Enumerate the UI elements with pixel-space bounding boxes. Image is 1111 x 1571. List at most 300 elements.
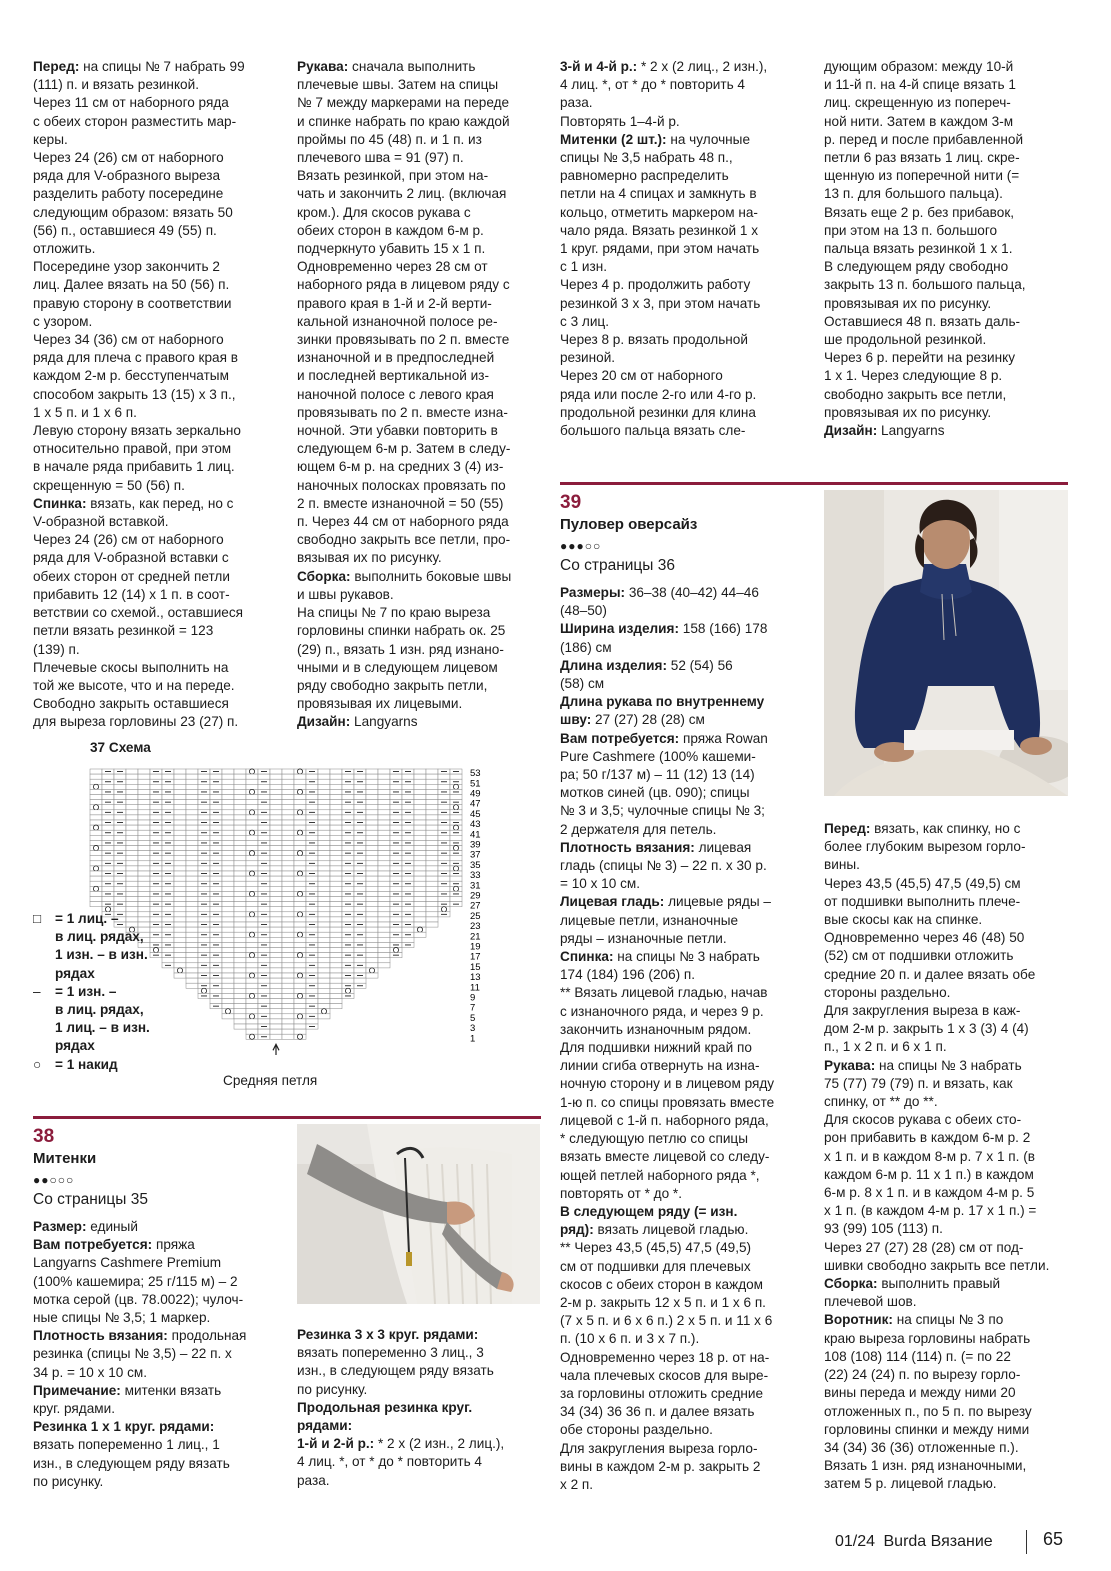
chart-cell xyxy=(282,968,294,973)
chart-cell xyxy=(282,810,294,815)
footer-divider xyxy=(1026,1530,1027,1554)
chart-cell xyxy=(174,810,186,815)
chart-cell xyxy=(294,973,306,978)
chart-cell xyxy=(150,907,162,912)
term-text: ряду свободно закрыть петли, xyxy=(297,677,488,693)
row-number-label: 5 xyxy=(470,1012,476,1024)
term-label: Примечание: xyxy=(33,1382,121,1398)
chart-cell xyxy=(150,897,162,902)
chart-cell xyxy=(330,815,342,820)
chart-cell xyxy=(174,917,186,922)
term-text: отложить. xyxy=(33,241,96,257)
chart-cell xyxy=(318,917,330,922)
term-text: 27 (27) 28 (28) см xyxy=(591,712,705,728)
chart-cell xyxy=(174,968,186,973)
chart-cell xyxy=(186,820,198,825)
chart-cell xyxy=(342,958,354,963)
chart-cell xyxy=(234,927,246,932)
chart-cell xyxy=(234,774,246,779)
chart-cell xyxy=(126,830,138,835)
row-number-label: 9 xyxy=(470,992,476,1004)
text-line xyxy=(824,1293,1074,1311)
chart-cell xyxy=(174,830,186,835)
chart-cell xyxy=(330,886,342,891)
chart-cell xyxy=(414,795,426,800)
term-text: * 2 х (2 изн., 2 лиц.), xyxy=(374,1436,505,1452)
term-text: 108 (108) 114 (114) п. (= по 22 xyxy=(824,1348,1011,1364)
chart-cell xyxy=(246,810,258,815)
chart-cell xyxy=(366,789,378,794)
chart-cell xyxy=(126,856,138,861)
chart-cell xyxy=(138,789,150,794)
term-text: вые скосы как на спинке. xyxy=(824,912,983,928)
chart-cell xyxy=(246,820,258,825)
chart-cell xyxy=(438,805,450,810)
term-text: по рисунку. xyxy=(297,1381,368,1397)
chart-cell xyxy=(414,876,426,881)
chart-cell xyxy=(438,886,450,891)
column-1-front-back xyxy=(33,58,283,732)
chart-cell xyxy=(222,958,234,963)
chart-cell xyxy=(234,886,246,891)
chart-cell xyxy=(366,774,378,779)
chart-cell xyxy=(306,917,318,922)
chart-cell xyxy=(246,1004,258,1009)
chart-cell xyxy=(378,769,390,774)
term-text: вязать, как спинку, но с xyxy=(870,821,1021,836)
chart-cell xyxy=(198,866,210,871)
term-text: выполнить правый xyxy=(877,1276,1001,1292)
term-text: 34 (34) 36 (36) отложенные п.). xyxy=(824,1439,1019,1455)
term-label: Рукава: xyxy=(824,1057,876,1073)
chart-cell xyxy=(354,978,366,983)
chart-cell xyxy=(126,825,138,830)
chart-cell xyxy=(354,866,366,871)
chart-cell xyxy=(234,993,246,998)
chart-cell xyxy=(162,805,174,810)
term-text: на спицы № 7 набрать 99 xyxy=(79,59,245,74)
chart-cell xyxy=(174,779,186,784)
chart-cell xyxy=(222,820,234,825)
chart-cell xyxy=(90,902,102,907)
chart-cell xyxy=(102,866,114,871)
chart-cell xyxy=(450,774,462,779)
chart-cell xyxy=(402,886,414,891)
text-line xyxy=(297,549,547,567)
chart-cell xyxy=(222,937,234,942)
chart-cell xyxy=(150,886,162,891)
chart-cell xyxy=(138,881,150,886)
term-text: обе стороны раздельно. xyxy=(560,1422,713,1438)
chart-cell xyxy=(282,907,294,912)
row-number-label: 25 xyxy=(470,910,481,922)
term-text: рон прибавить в каждом 6-м р. 2 xyxy=(824,1130,1031,1146)
chart-cell xyxy=(282,866,294,871)
chart-cell xyxy=(294,800,306,805)
term-text: Вязать 1 изн. ряд изнаночными, xyxy=(824,1458,1027,1474)
row-number-label: 1 xyxy=(470,1033,476,1045)
chart-cell xyxy=(270,891,282,896)
term-label: рядами: xyxy=(297,1418,353,1434)
chart-cell xyxy=(234,1014,246,1019)
term-text: Одновременно через 28 см от xyxy=(297,259,488,275)
text-line xyxy=(297,131,547,149)
chart-cell xyxy=(90,851,102,856)
term-text: с узором. xyxy=(33,313,93,329)
row-number-label: 17 xyxy=(470,951,481,963)
chart-cell xyxy=(282,830,294,835)
chart-cell xyxy=(414,902,426,907)
chart-cell xyxy=(186,958,198,963)
chart-cell xyxy=(282,851,294,856)
term-text: 2-м р. закрыть 12 х 5 п. и 1 х 6 п. xyxy=(560,1294,766,1310)
chart-cell xyxy=(222,800,234,805)
chart-cell xyxy=(282,871,294,876)
chart-cell xyxy=(414,815,426,820)
text-line xyxy=(33,586,283,604)
chart-cell xyxy=(306,825,318,830)
chart-cell xyxy=(234,1009,246,1014)
chart-cell xyxy=(414,784,426,789)
column-3-mittens-continued xyxy=(560,58,810,440)
chart-cell xyxy=(198,856,210,861)
chart-cell xyxy=(282,774,294,779)
chart-cell xyxy=(270,983,282,988)
text-line xyxy=(560,693,810,711)
text-line xyxy=(824,1148,1074,1166)
text-line xyxy=(297,440,547,458)
text-line xyxy=(33,1327,283,1345)
chart-cell xyxy=(234,851,246,856)
chart-cell xyxy=(426,881,438,886)
chart-cell xyxy=(234,830,246,835)
chart-cell xyxy=(210,774,222,779)
chart-cell xyxy=(270,953,282,958)
chart-cell xyxy=(270,1029,282,1034)
chart-cell xyxy=(210,968,222,973)
chart-cell xyxy=(450,876,462,881)
chart-cell xyxy=(282,886,294,891)
chart-cell xyxy=(390,927,402,932)
chart-cell xyxy=(330,846,342,851)
chart-cell xyxy=(114,825,126,830)
chart-cell xyxy=(222,1009,234,1014)
chart-cell xyxy=(126,902,138,907)
chart-cell xyxy=(402,846,414,851)
chart-cell xyxy=(90,769,102,774)
chart-cell xyxy=(258,876,270,881)
chart-cell xyxy=(162,958,174,963)
chart-cell xyxy=(426,789,438,794)
chart-cell xyxy=(330,958,342,963)
row-number-label: 11 xyxy=(470,982,480,994)
chart-cell xyxy=(438,825,450,830)
text-line xyxy=(824,331,1074,349)
chart-cell xyxy=(234,861,246,866)
chart-cell xyxy=(318,810,330,815)
chart-cell xyxy=(174,840,186,845)
chart-cell xyxy=(246,1024,258,1029)
chart-cell xyxy=(330,795,342,800)
chart-cell xyxy=(186,871,198,876)
text-line xyxy=(824,820,1074,838)
chart-cell xyxy=(126,810,138,815)
chart-cell xyxy=(366,948,378,953)
legend-line xyxy=(33,946,148,964)
text-line xyxy=(560,1440,810,1458)
chart-cell xyxy=(294,810,306,815)
chart-cell xyxy=(294,937,306,942)
text-line xyxy=(33,1309,283,1327)
chart-cell xyxy=(366,795,378,800)
term-text: 34 р. = 10 х 10 см. xyxy=(33,1364,148,1380)
chart-cell xyxy=(318,953,330,958)
chart-cell xyxy=(414,886,426,891)
term-label: Плотность вязания: xyxy=(560,839,695,855)
text-line xyxy=(560,984,810,1002)
section-39-number: 39 xyxy=(560,492,582,513)
text-line xyxy=(560,113,810,131)
chart-cell xyxy=(114,856,126,861)
text-line xyxy=(33,1291,283,1309)
chart-cell xyxy=(246,800,258,805)
chart-cell xyxy=(354,968,366,973)
text-line xyxy=(33,331,283,349)
text-line xyxy=(297,1399,547,1417)
text-line xyxy=(33,240,283,258)
chart-cell xyxy=(450,846,462,851)
chart-cell xyxy=(294,769,306,774)
chart-cell xyxy=(198,988,210,993)
text-line xyxy=(824,422,1074,440)
chart-cell xyxy=(210,876,222,881)
chart-cell xyxy=(318,983,330,988)
chart-cell xyxy=(90,810,102,815)
term-label: Сборка: xyxy=(824,1276,878,1292)
chart-cell xyxy=(282,861,294,866)
chart-cell xyxy=(126,881,138,886)
chart-cell xyxy=(186,953,198,958)
text-line xyxy=(297,367,547,385)
chart-cell xyxy=(174,769,186,774)
chart-cell xyxy=(234,876,246,881)
chart-cell xyxy=(102,774,114,779)
chart-cell xyxy=(90,881,102,886)
chart-cell xyxy=(234,866,246,871)
chart-cell xyxy=(330,769,342,774)
chart-cell xyxy=(270,851,282,856)
text-line xyxy=(560,367,810,385)
chart-cell xyxy=(342,978,354,983)
text-line xyxy=(824,258,1074,276)
chart-cell xyxy=(114,876,126,881)
text-line xyxy=(560,185,810,203)
legend-text: рядах xyxy=(55,1038,95,1054)
text-line xyxy=(560,1421,810,1439)
chart-cell xyxy=(342,876,354,881)
term-label: Митенки (2 шт.): xyxy=(560,131,667,147)
chart-cell xyxy=(210,897,222,902)
chart-cell xyxy=(270,948,282,953)
term-text: (56) п., оставшиеся 49 (55) п. xyxy=(33,222,217,238)
text-line xyxy=(560,76,810,94)
text-line xyxy=(33,641,283,659)
chart-cell xyxy=(354,917,366,922)
chart-cell xyxy=(186,876,198,881)
term-text: Для подшивки нижний край по xyxy=(560,1040,752,1056)
chart-cell xyxy=(318,789,330,794)
chart-cell xyxy=(222,851,234,856)
term-text: Вязать еще 2 р. без прибавок, xyxy=(824,204,1015,220)
term-text: Оставшиеся 48 п. вязать даль- xyxy=(824,313,1021,329)
term-text: разделить работу посередине xyxy=(33,186,224,202)
chart-cell xyxy=(282,1024,294,1029)
term-text: Через 24 (26) см от наборного xyxy=(33,150,224,166)
chart-cell xyxy=(198,978,210,983)
chart-cell xyxy=(366,835,378,840)
chart-cell xyxy=(90,774,102,779)
chart-cell xyxy=(126,851,138,856)
chart-cell xyxy=(222,866,234,871)
text-line xyxy=(297,58,547,76)
legend-text: рядах xyxy=(55,965,95,981)
chart-cell xyxy=(270,907,282,912)
text-line xyxy=(560,1221,810,1239)
chart-cell xyxy=(246,999,258,1004)
chart-cell xyxy=(378,953,390,958)
chart-cell xyxy=(306,978,318,983)
chart-cell xyxy=(258,1029,270,1034)
chart-cell xyxy=(234,800,246,805)
text-line xyxy=(824,1311,1074,1329)
term-text: за горловины отложить средние xyxy=(560,1385,764,1401)
text-line xyxy=(33,386,283,404)
chart-cell xyxy=(210,866,222,871)
text-line xyxy=(33,677,283,695)
chart-cell xyxy=(354,795,366,800)
legend-symbol-icon: □ xyxy=(33,911,42,926)
chart-cell xyxy=(366,871,378,876)
term-text: ющем 6-м р. на средних 3 (4) из- xyxy=(297,459,504,475)
chart-cell xyxy=(234,968,246,973)
chart-cell xyxy=(366,922,378,927)
chart-cell xyxy=(318,779,330,784)
chart-cell xyxy=(366,932,378,937)
chart-cell xyxy=(270,840,282,845)
term-label: Ширина изделия: xyxy=(560,621,679,637)
text-line xyxy=(33,659,283,677)
text-line xyxy=(824,94,1074,112)
chart-cell xyxy=(102,835,114,840)
chart-cell xyxy=(258,907,270,912)
chart-cell xyxy=(126,897,138,902)
chart-cell xyxy=(282,795,294,800)
term-text: вязать попеременно 3 лиц., 3 xyxy=(297,1345,484,1361)
chart-cell xyxy=(306,815,318,820)
chart-cell xyxy=(198,927,210,932)
text-line xyxy=(33,495,283,513)
chart-cell xyxy=(378,856,390,861)
chart-cell xyxy=(282,769,294,774)
chart-cell xyxy=(186,922,198,927)
text-line xyxy=(33,58,283,76)
chart-cell xyxy=(330,789,342,794)
term-text: плечевые швы. Затем на спицы xyxy=(297,77,499,93)
term-label: Спинка: xyxy=(33,495,87,511)
text-line xyxy=(560,912,810,930)
chart-cell xyxy=(126,820,138,825)
row-number-label: 13 xyxy=(470,972,481,984)
chart-cell xyxy=(318,988,330,993)
chart-cell xyxy=(186,795,198,800)
chart-cell xyxy=(138,871,150,876)
chart-cell xyxy=(330,978,342,983)
term-text: щенную из поперечной нити (= xyxy=(824,168,1020,184)
chart-cell xyxy=(222,789,234,794)
chart-cell xyxy=(102,846,114,851)
chart-cell xyxy=(186,800,198,805)
chart-cell xyxy=(186,963,198,968)
term-text: * 2 х (2 лиц., 2 изн.), xyxy=(637,59,768,74)
chart-cell xyxy=(186,805,198,810)
chart-cell xyxy=(114,774,126,779)
chart-cell xyxy=(174,876,186,881)
chart-cell xyxy=(198,937,210,942)
chart-cell xyxy=(426,917,438,922)
chart-cell xyxy=(402,825,414,830)
chart-cell xyxy=(138,769,150,774)
chart-cell xyxy=(426,835,438,840)
chart-cell xyxy=(270,886,282,891)
chart-cell xyxy=(306,1019,318,1024)
text-line xyxy=(824,1366,1074,1384)
chart-cell xyxy=(330,922,342,927)
chart-cell xyxy=(150,846,162,851)
chart-cell xyxy=(210,978,222,983)
chart-cell xyxy=(126,774,138,779)
chart-cell xyxy=(246,973,258,978)
term-text: кром.). Для скосов рукава с xyxy=(297,204,471,220)
term-text: Через 27 (27) 28 (28) см от под- xyxy=(824,1239,1024,1255)
text-line xyxy=(824,984,1074,1002)
chart-cell xyxy=(270,988,282,993)
chart-cell xyxy=(366,897,378,902)
chart-cell xyxy=(330,932,342,937)
term-text: пряжа Rowan xyxy=(679,730,768,746)
chart-cell xyxy=(318,937,330,942)
chart-cell xyxy=(366,958,378,963)
chart-cell xyxy=(246,846,258,851)
chart-cell xyxy=(354,835,366,840)
legend-item xyxy=(33,983,150,1056)
chart-cell xyxy=(450,835,462,840)
chart-cell xyxy=(210,917,222,922)
chart-cell xyxy=(330,999,342,1004)
chart-cell xyxy=(270,978,282,983)
chart-cell xyxy=(234,948,246,953)
chart-cell xyxy=(90,789,102,794)
chart-cell xyxy=(318,876,330,881)
chart-cell xyxy=(282,805,294,810)
chart-cell xyxy=(186,891,198,896)
term-label: Продольная резинка круг. xyxy=(297,1399,473,1415)
chart-cell xyxy=(138,825,150,830)
chart-cell xyxy=(282,983,294,988)
chart-cell xyxy=(414,891,426,896)
chart-cell xyxy=(390,795,402,800)
chart-cell xyxy=(186,789,198,794)
chart-cell xyxy=(258,1019,270,1024)
